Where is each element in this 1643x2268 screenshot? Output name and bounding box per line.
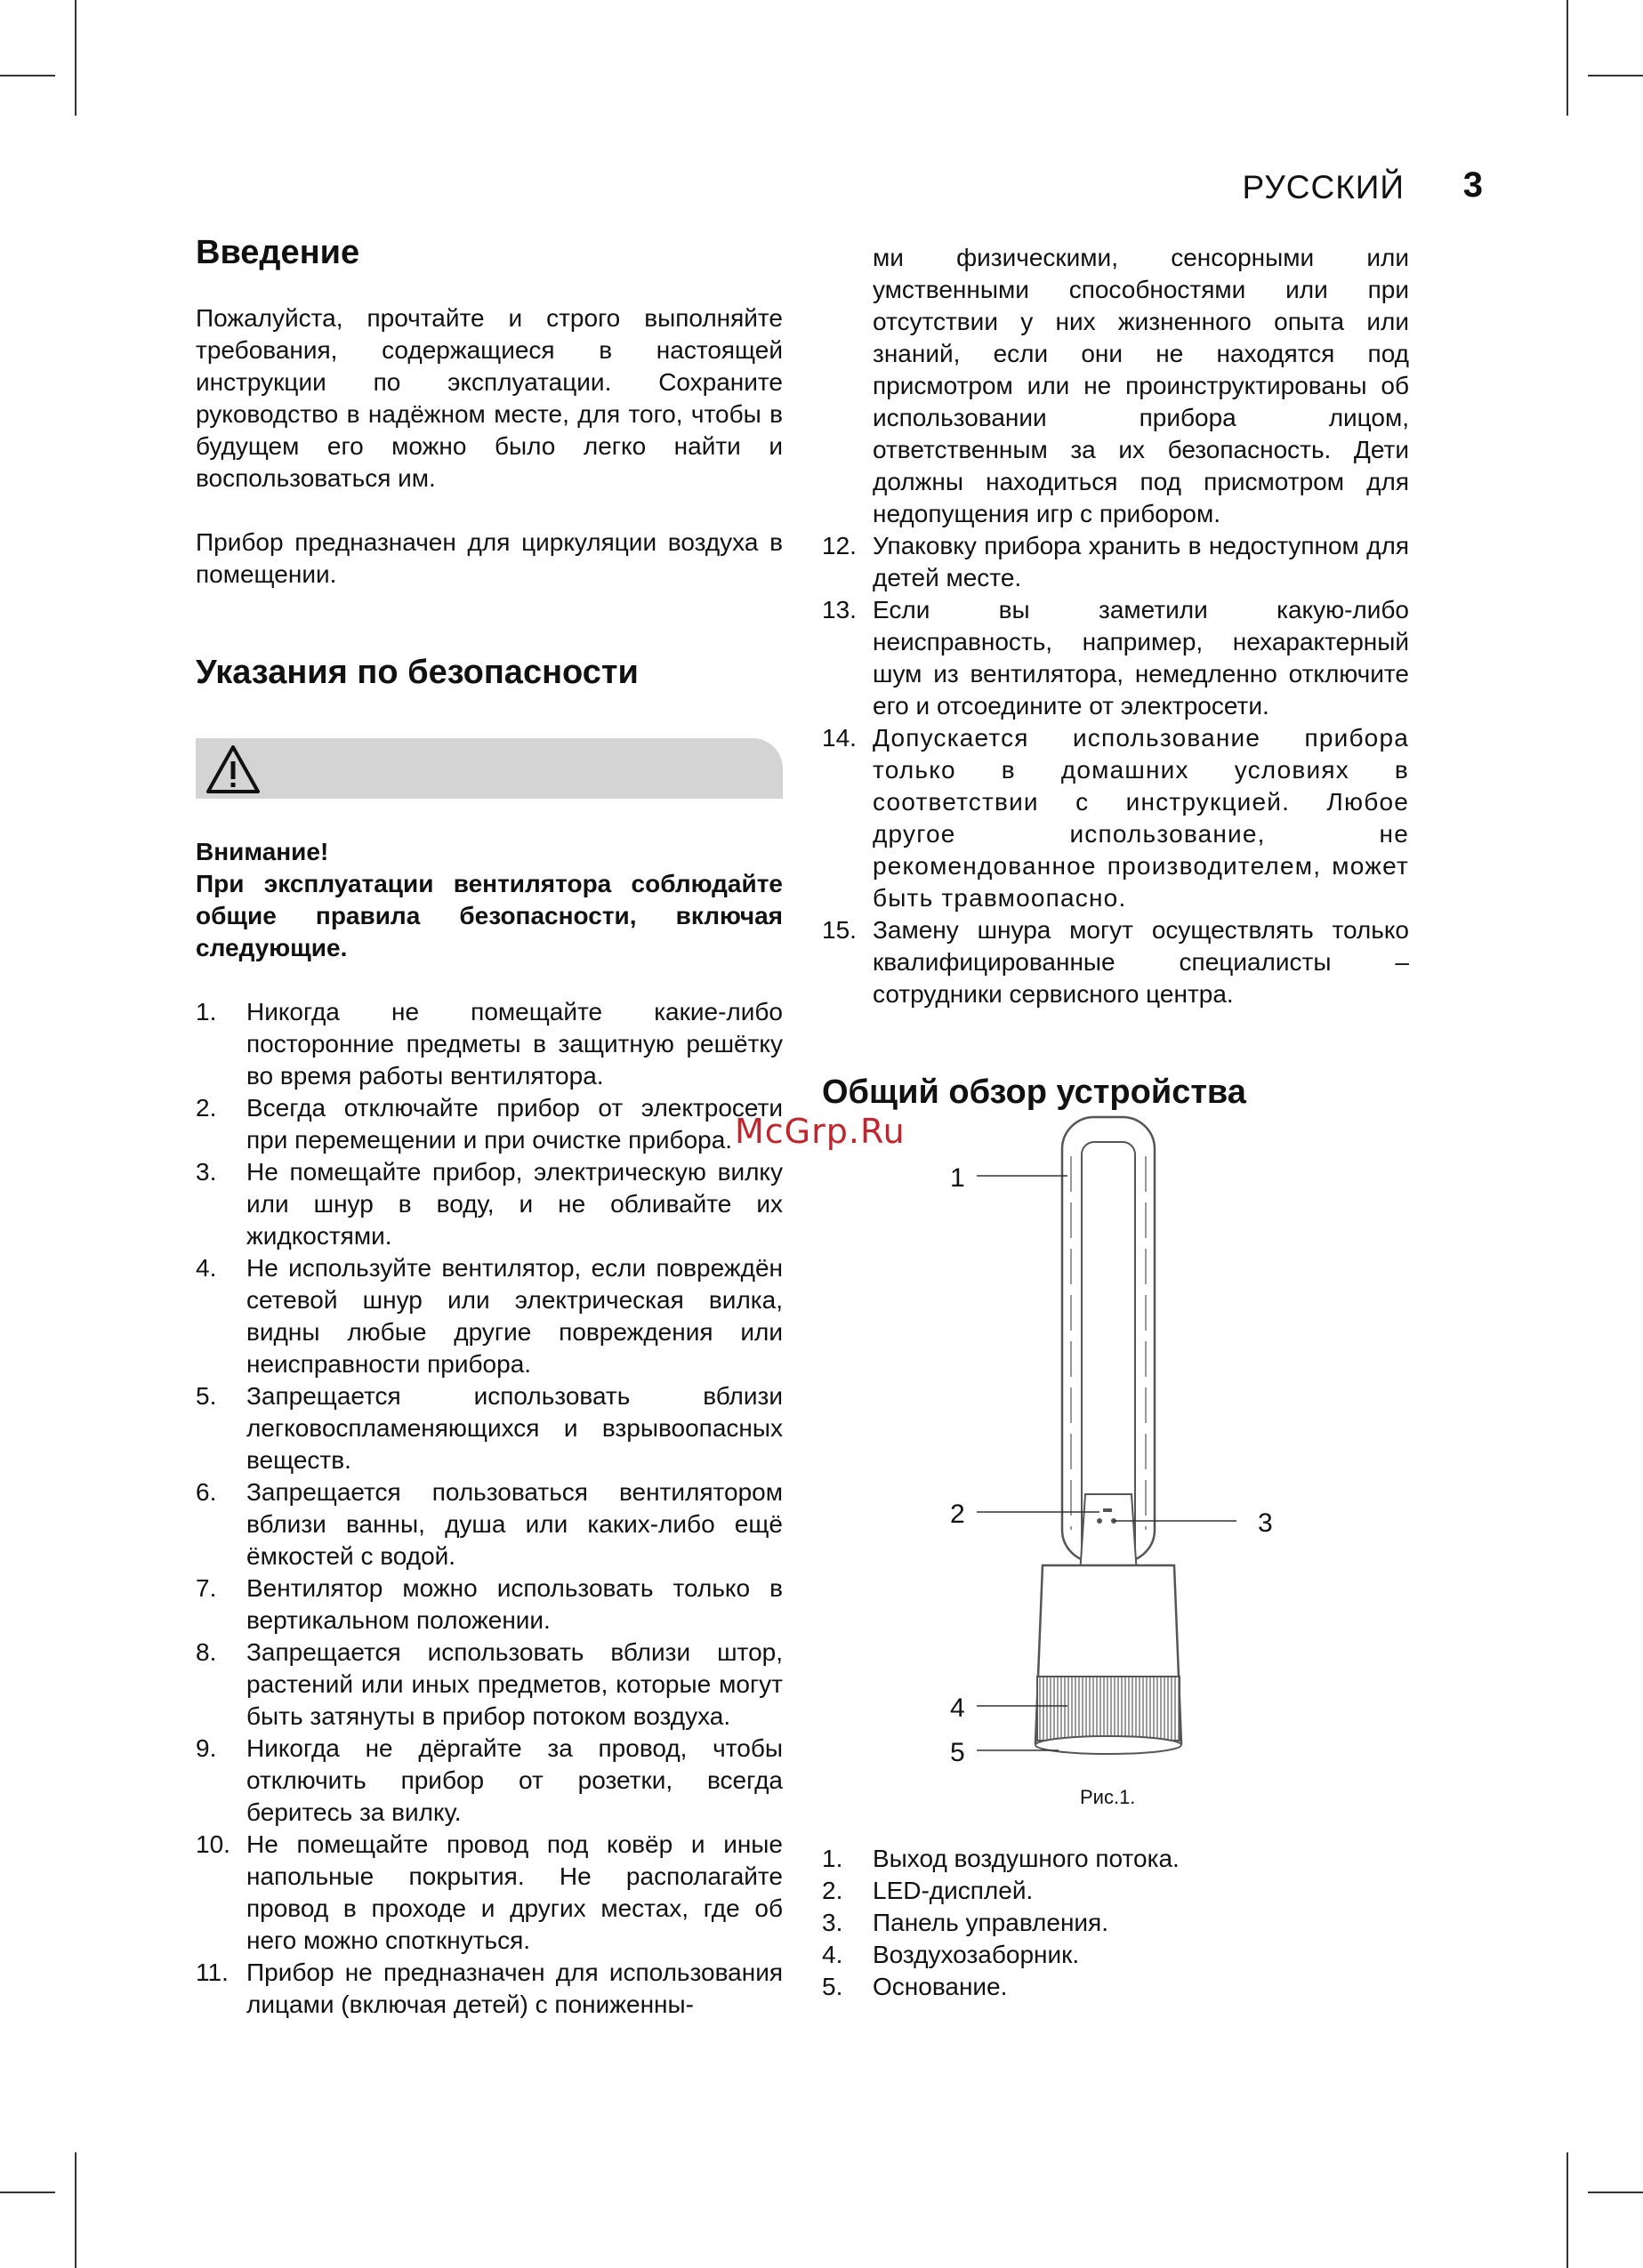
intro-paragraph: Пожалуйста, прочтайте и строго выполняйте требования, содержащиеся в настоящей инструкции по эксплуатации. Сохраните руководство в надёжном месте, для того, чтобы в будущем его можно было легко найти и воспользоваться им. bbox=[196, 304, 783, 492]
crop-mark bbox=[1588, 75, 1643, 76]
crop-mark bbox=[0, 2192, 55, 2193]
legend-item: 2. LED-дисплей. bbox=[822, 1877, 1034, 1904]
crop-mark bbox=[75, 0, 77, 116]
crop-mark bbox=[1566, 0, 1568, 116]
legend-item: 1. Выход воздушного потока. bbox=[822, 1845, 1180, 1872]
list-item: 9. Никогда не дёргайте за провод, чтобы отключить прибор от розетки, всегда беритесь за вилку. bbox=[196, 1734, 783, 1826]
header-language: РУССКИЙ bbox=[1242, 169, 1405, 205]
callout-4: 4 bbox=[950, 1693, 965, 1723]
list-item: 2. Всегда отключайте прибор от электросети при перемещении и при очистке прибора. bbox=[196, 1094, 783, 1154]
list-item: 11. Прибор не предназначен для использования лицами (включая детей) с пониженны- bbox=[196, 1958, 783, 2018]
list-item: 1. Никогда не помещайте какие-либо посторонние предметы в защитную решётку во время работы вентилятора. bbox=[196, 998, 783, 1090]
list-item: 15. Замену шнура могут осуществлять только квалифицированные специалисты – сотрудники сервисного центра. bbox=[822, 916, 1409, 1008]
legend-item: 4. Воздухозаборник. bbox=[822, 1941, 1080, 1968]
safety-list bbox=[196, 996, 783, 2021]
overview-title: Общий обзор устройства bbox=[822, 1074, 1246, 1111]
crop-mark bbox=[1566, 2152, 1568, 2268]
list-item: 8. Запрещается использовать вблизи штор, растений или иных предметов, которые могут быть затянуты в прибор потоком воздуха. bbox=[196, 1638, 783, 1730]
list-item: 10. Не помещайте провод под ковёр и иные напольные покрытия. Не располагайте провод в проходе и других местах, где об него можно споткнуться. bbox=[196, 1830, 783, 1954]
figure-legend bbox=[822, 1843, 1391, 2003]
callout-5: 5 bbox=[950, 1738, 965, 1767]
intro-purpose: Прибор предназначен для циркуляции воздуха в помещении. bbox=[196, 528, 783, 588]
callout-3: 3 bbox=[1258, 1508, 1273, 1538]
attention-label: Внимание! bbox=[196, 838, 329, 865]
safety-title: Указания по безопасности bbox=[196, 654, 639, 691]
list-item-continuation: ми физическими, сенсорными или умственными способностями или при отсутствии у них жизненного опыта или знаний, если они не находятся под присмотром или не проинструктированы об использовании прибора лицом, ответственным за их безопасность. Дети должны находиться под присмотром для недопущения игр с прибором. bbox=[873, 244, 1409, 527]
page-number: 3 bbox=[1462, 165, 1483, 205]
callout-1: 1 bbox=[950, 1163, 965, 1193]
figure-caption: Рис.1. bbox=[1080, 1786, 1136, 1808]
list-item: 5. Запрещается использовать вблизи легковоспламеняющихся и взрывоопасных веществ. bbox=[196, 1382, 783, 1474]
crop-mark bbox=[75, 2152, 77, 2268]
crop-mark bbox=[1588, 2192, 1643, 2193]
safety-list-continued bbox=[822, 530, 1409, 1010]
crop-mark bbox=[0, 75, 55, 76]
warning-banner bbox=[196, 738, 783, 799]
list-item: 3. Не помещайте прибор, электрическую вилку или шнур в воду, и не обливайте их жидкостями. bbox=[196, 1158, 783, 1250]
right-column bbox=[822, 242, 1409, 1112]
warning-triangle-icon bbox=[205, 744, 262, 795]
callout-2: 2 bbox=[950, 1500, 965, 1529]
list-item: 7. Вентилятор можно использовать только в вертикальном положении. bbox=[196, 1574, 783, 1634]
list-item: 6. Запрещается пользоваться вентилятором вблизи ванны, душа или каких-либо ещё ёмкостей с водой. bbox=[196, 1478, 783, 1570]
legend-item: 3. Панель управления. bbox=[822, 1909, 1109, 1936]
left-column bbox=[196, 233, 783, 2021]
control-panel bbox=[1080, 1494, 1137, 1574]
legend-item: 5. Основание. bbox=[822, 1973, 1008, 2000]
safety-lead: При эксплуатации вентилятора соблюдайте общие правила безопасности, включая следующие. bbox=[196, 870, 783, 961]
intro-title: Введение bbox=[196, 234, 360, 271]
list-item: 12. Упаковку прибора хранить в недоступном для детей месте. bbox=[822, 532, 1409, 591]
device-figure bbox=[925, 1103, 1299, 1814]
watermark: McGrp.Ru bbox=[735, 1112, 906, 1151]
list-item: 13. Если вы заметили какую-либо неисправность, например, нехарактерный шум из вентилятора, немедленно отключите его и отсоедините от электросети. bbox=[822, 596, 1409, 720]
list-item: 14. Допускается использование прибора только в домашних условиях в соответствии с инструкцией. Любое другое использование, не рекомендованное производителем, может быть травмоопасно. bbox=[822, 724, 1409, 912]
air-intake bbox=[1037, 1677, 1180, 1741]
list-item: 4. Не используйте вентилятор, если повреждён сетевой шнур или электрическая вилка, видны любые другие повреждения или неисправности прибора. bbox=[196, 1254, 783, 1378]
